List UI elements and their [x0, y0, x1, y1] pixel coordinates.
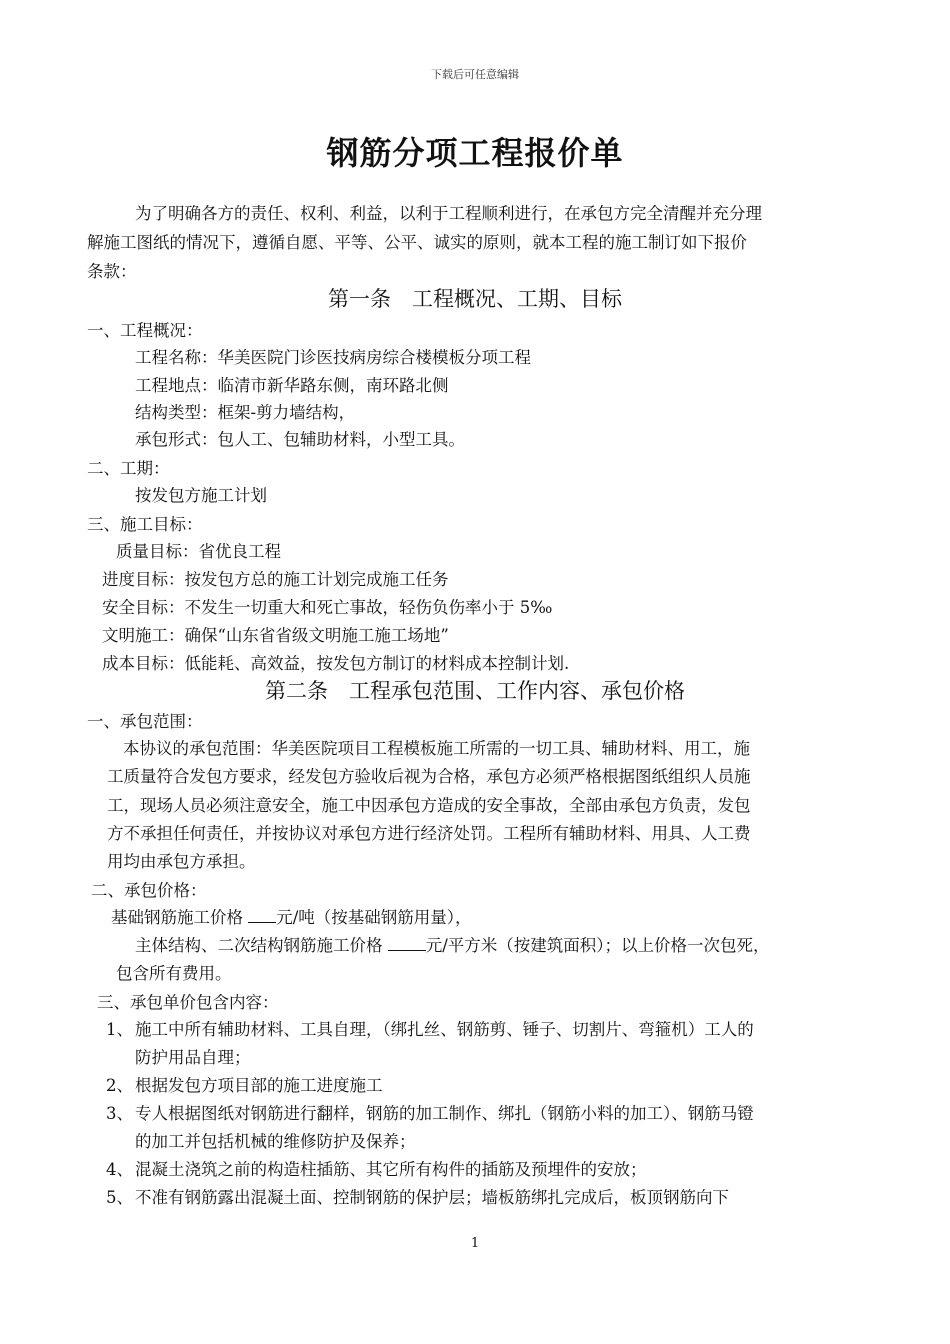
- price-line-2: [135, 932, 770, 956]
- safety-target: 安全目标：不发生一切重大和死亡事故，轻伤负伤率小于 5‰: [102, 598, 553, 617]
- document-title: 钢筋分项工程报价单: [326, 134, 624, 172]
- a1-section-2-title: 二、工期：: [87, 459, 170, 478]
- page-number: 1: [470, 1236, 480, 1251]
- structure-type: 结构类型：框架-剪力墙结构，: [135, 403, 356, 422]
- article-2-heading: 第二条 工程承包范围、工作内容、承包价格: [265, 679, 685, 703]
- progress-target: 进度目标：按发包方总的施工计划完成施工任务: [102, 570, 449, 589]
- item-3-line-2: 的加工并包括机械的维修防护及保养；: [135, 1132, 416, 1151]
- page-header-note: 下载后可任意编辑: [431, 68, 519, 81]
- price-line-2-cont: 包含所有费用。: [116, 964, 232, 983]
- item-1-line-2: 防护用品自理；: [135, 1048, 251, 1067]
- price-2-blank[interactable]: [388, 938, 426, 951]
- schedule-text: 按发包方施工计划: [135, 486, 267, 505]
- a1-section-3-title: 三、施工目标：: [87, 515, 203, 534]
- project-location: 工程地点：临清市新华路东侧，南环路北侧: [135, 376, 449, 395]
- item-2-number: 2、: [106, 1076, 133, 1095]
- scope-line-1: 本协议的承包范围：华美医院项目工程模板施工所需的一切工具、辅助材料、用工，施: [123, 739, 750, 758]
- item-4-number: 4、: [106, 1160, 133, 1179]
- item-5-number: 5、: [106, 1188, 133, 1207]
- contract-form: 承包形式：包人工、包辅助材料，小型工具。: [135, 430, 465, 449]
- a2-section-2-title: 二、承包价格：: [91, 881, 207, 900]
- item-2-line-1: 根据发包方项目部的施工进度施工: [135, 1076, 383, 1095]
- a2-section-3-title: 三、承包单价包含内容：: [97, 993, 279, 1012]
- intro-line-1: 为了明确各方的责任、权利、利益，以利于工程顺利进行，在承包方完全清醒并充分理: [135, 204, 762, 223]
- civilized-construction: 文明施工：确保“山东省省级文明施工施工场地”: [102, 626, 449, 645]
- item-3-number: 3、: [106, 1104, 133, 1123]
- item-4-line-1: 混凝土浇筑之前的构造柱插筋、其它所有构件的插筋及预埋件的安放；: [135, 1160, 647, 1179]
- item-3-line-1: 专人根据图纸对钢筋进行翻样，钢筋的加工制作、绑扎（钢筋小料的加工）、钢筋马镫: [135, 1104, 754, 1123]
- price-2-suffix: 元/平方米（按建筑面积）；以上价格一次包死，: [425, 936, 770, 955]
- cost-target: 成本目标：低能耗、高效益，按发包方制订的材料成本控制计划.: [102, 654, 570, 673]
- price-1-prefix: 基础钢筋施工价格: [111, 908, 249, 927]
- price-1-blank[interactable]: [248, 910, 276, 923]
- scope-line-5: 用均由承包方承担。: [107, 852, 256, 871]
- intro-line-3: 条款：: [87, 262, 137, 281]
- a1-section-1-title: 一、工程概况：: [87, 321, 203, 340]
- intro-line-2: 解施工图纸的情况下，遵循自愿、平等、公平、诚实的原则，就本工程的施工制订如下报价: [87, 233, 747, 252]
- scope-line-2: 工质量符合发包方要求，经发包方验收后视为合格，承包方必须严格根据图纸组织人员施: [107, 767, 751, 786]
- price-line-1: [111, 904, 472, 928]
- article-1-heading: 第一条 工程概况、工期、目标: [328, 287, 622, 311]
- a2-section-1-title: 一、承包范围：: [87, 712, 203, 731]
- item-1-number: 1、: [106, 1020, 133, 1039]
- item-5-line-1: 不准有钢筋露出混凝土面、控制钢筋的保护层；墙板筋绑扎完成后，板顶钢筋向下: [135, 1188, 729, 1207]
- scope-line-4: 方不承担任何责任，并按协议对承包方进行经济处罚。工程所有辅助材料、用具、人工费: [107, 824, 751, 843]
- scope-line-3: 工，现场人员必须注意安全，施工中因承包方造成的安全事故，全部由承包方负责，发包: [107, 796, 751, 815]
- quality-target: 质量目标：省优良工程: [116, 542, 281, 561]
- price-2-prefix: 主体结构、二次结构钢筋施工价格: [135, 936, 388, 955]
- item-1-line-1: 施工中所有辅助材料、工具自理，（绑扎丝、钢筋剪、锤子、切割片、弯箍机）工人的: [135, 1020, 754, 1039]
- price-1-suffix: 元/吨（按基础钢筋用量），: [276, 908, 472, 927]
- project-name: 工程名称：华美医院门诊医技病房综合楼模板分项工程: [135, 348, 531, 367]
